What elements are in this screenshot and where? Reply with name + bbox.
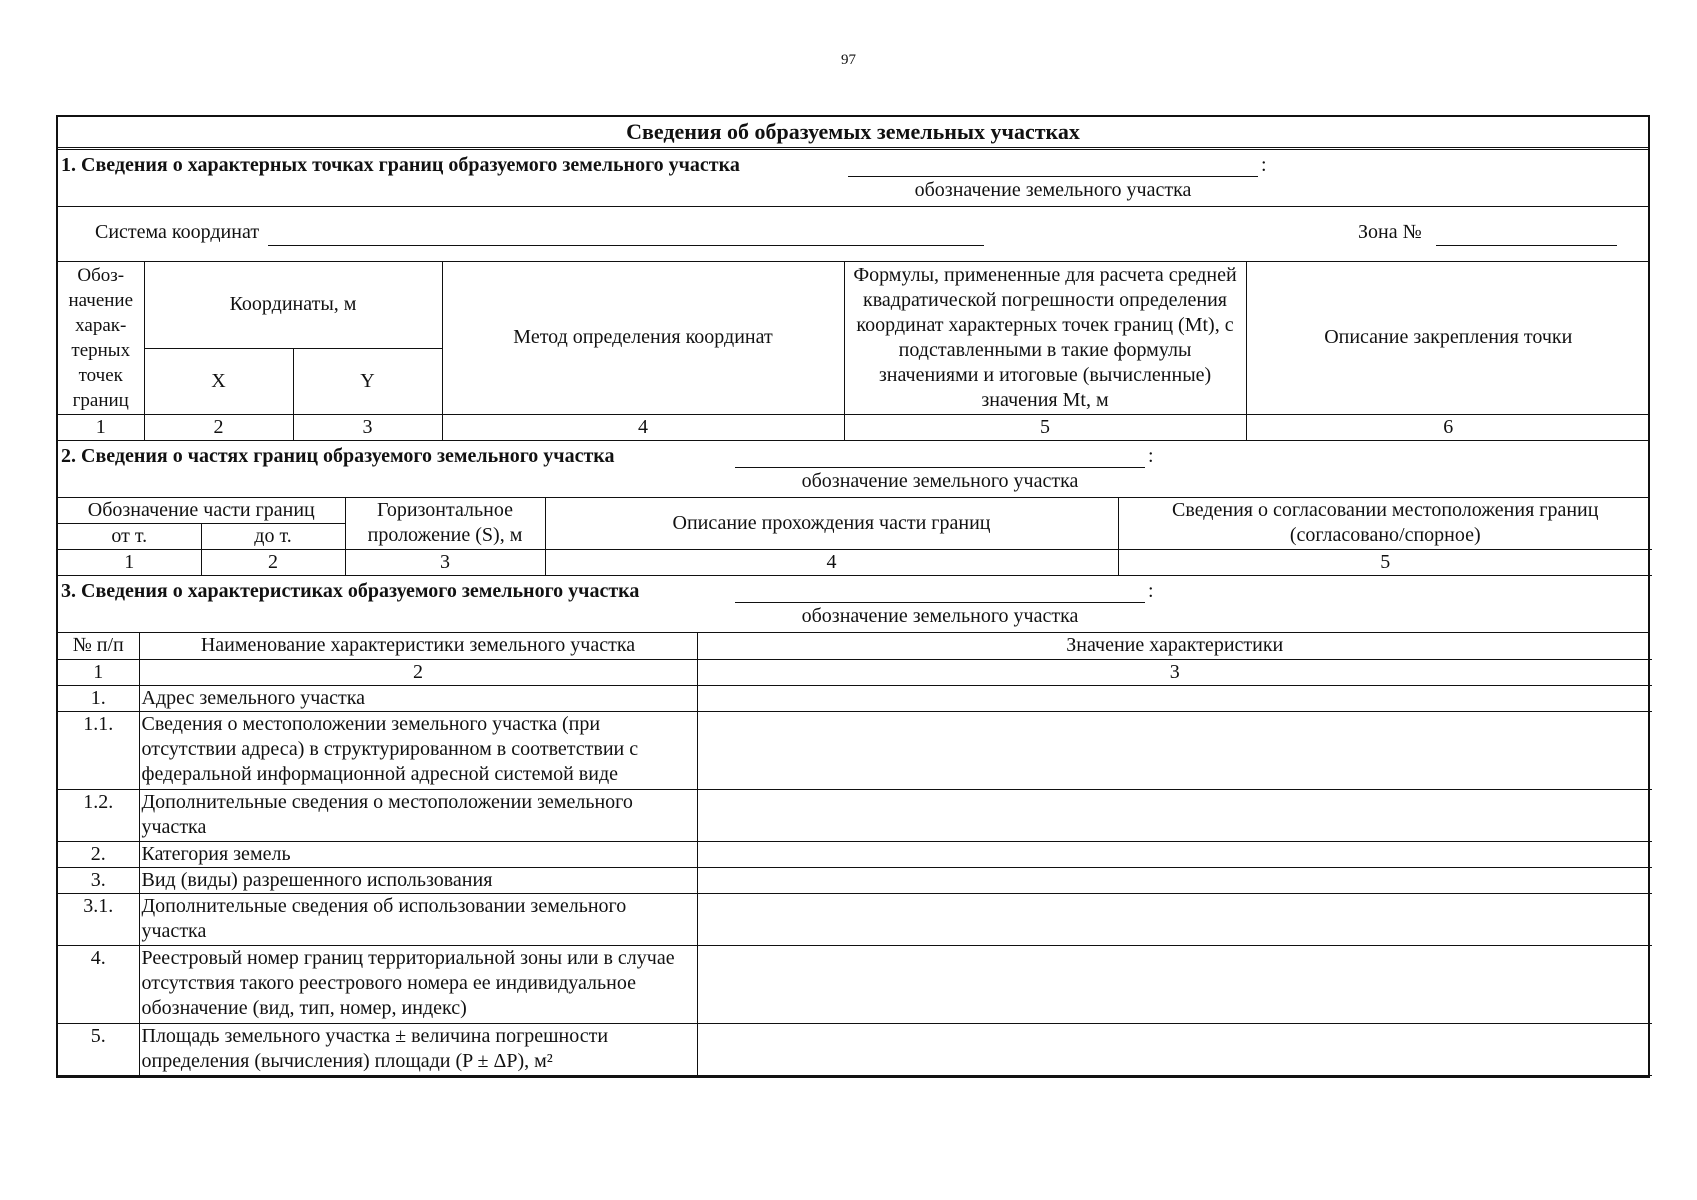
col-number: 4 [442,414,844,440]
col-from-point: от т. [58,524,201,550]
col-number: 1 [58,550,201,576]
coord-system-input[interactable] [268,245,984,246]
col-part-description: Описание прохождения части границ [545,498,1118,550]
coordinate-system-row [58,207,1648,262]
col-method: Метод определения координат [442,262,844,414]
col-number: 5 [1118,550,1652,576]
col-number: 3 [697,659,1652,685]
col-number: 2 [139,659,697,685]
row-number: 3. [58,867,139,893]
zone-label: Зона № [1358,221,1422,243]
row-value-cell[interactable] [697,789,1652,841]
section1-plot-designation-input[interactable] [848,154,1258,177]
row-name: Дополнительные сведения об использовании земельного участка [139,893,697,945]
form-title: Сведения об образуемых земельных участках [58,117,1648,150]
row-number: 4. [58,945,139,1023]
section1-header [58,150,1648,207]
row-number: 5. [58,1023,139,1075]
section2-header [58,441,1648,498]
section3-colon: : [1148,580,1154,602]
table-row [58,685,1652,711]
section1-heading: 1. Сведения о характерных точках границ образуемого земельного участка [61,154,740,176]
col-y: Y [293,348,442,414]
col-to-point: до т. [201,524,345,550]
col-number: 3 [345,550,545,576]
row-name: Площадь земельного участка ± величина погрешности определения (вычисления) площади (P ± ΔP), м² [139,1023,697,1075]
col-row-number: № п/п [58,633,139,659]
col-characteristic-value: Значение характеристики [697,633,1652,659]
row-value-cell[interactable] [697,1023,1652,1075]
section2-heading: 2. Сведения о частях границ образуемого земельного участка [61,444,615,467]
row-value-cell[interactable] [697,867,1652,893]
section1-caption: обозначение земельного участка [914,179,1192,201]
page-number: 97 [841,52,856,68]
row-value-cell[interactable] [697,841,1652,867]
col-number: 2 [144,414,293,440]
section3-caption: обозначение земельного участка [801,605,1079,627]
row-number: 1.1. [58,711,139,789]
col-fixing-description: Описание закрепления точки [1246,262,1650,414]
col-point-designation: Обоз-начение харак-терных точек границ [58,262,144,414]
col-number: 1 [58,414,144,440]
row-value-cell[interactable] [697,711,1652,789]
coord-system-label: Система координат [95,221,260,243]
col-number: 4 [545,550,1118,576]
row-name: Категория земель [139,841,697,867]
table-row [58,711,1652,789]
row-name: Адрес земельного участка [139,685,697,711]
section3-heading: 3. Сведения о характеристиках образуемого земельного участка [61,580,640,602]
col-approval-info: Сведения о согласовании местоположения границ (согласовано/спорное) [1118,498,1652,550]
zone-number-input[interactable] [1436,245,1617,246]
row-name: Реестровый номер границ территориальной зоны или в случае отсутствия такого реестрового номера ее индивидуальное обозначение (вид, тип, номер, индекс) [139,945,697,1023]
row-number: 1. [58,685,139,711]
characteristics-table [58,633,1652,1076]
col-number: 2 [201,550,345,576]
table-row [58,789,1652,841]
col-part-designation: Обозначение части границ [58,498,345,524]
table-row [58,841,1652,867]
row-value-cell[interactable] [697,893,1652,945]
row-number: 2. [58,841,139,867]
land-plot-form [56,115,1650,1078]
table-row [58,867,1652,893]
row-name: Дополнительные сведения о местоположении земельного участка [139,789,697,841]
col-number: 3 [293,414,442,440]
col-number: 1 [58,659,139,685]
col-number: 6 [1246,414,1650,440]
section2-plot-designation-input[interactable] [735,445,1145,468]
row-name: Вид (виды) разрешенного использования [139,867,697,893]
boundary-parts-table [58,498,1652,577]
section1-colon: : [1261,154,1267,176]
table-row [58,893,1652,945]
section3-header [58,576,1648,633]
section3-plot-designation-input[interactable] [735,580,1145,603]
col-characteristic-name: Наименование характеристики земельного участка [139,633,697,659]
col-coordinates: Координаты, м [144,262,442,348]
row-number: 1.2. [58,789,139,841]
boundary-points-table [58,262,1650,441]
section2-colon: : [1148,444,1154,467]
row-value-cell[interactable] [697,945,1652,1023]
table-row [58,945,1652,1023]
row-number: 3.1. [58,893,139,945]
section2-caption: обозначение земельного участка [801,469,1079,492]
table-row [58,1023,1652,1075]
row-value-cell[interactable] [697,685,1652,711]
row-name: Сведения о местоположении земельного участка (при отсутствии адреса) в структурированном в соответствии с федеральной информационной адресной системой виде [139,711,697,789]
col-horizontal-distance: Горизонтальное проложение (S), м [345,498,545,550]
col-x: X [144,348,293,414]
col-formulas: Формулы, примененные для расчета средней квадратической погрешности определения координат характерных точек границ (Mt), с подставленными в такие формулы значениями и итоговые (вычисленные) значения Mt, м [844,262,1246,414]
col-number: 5 [844,414,1246,440]
